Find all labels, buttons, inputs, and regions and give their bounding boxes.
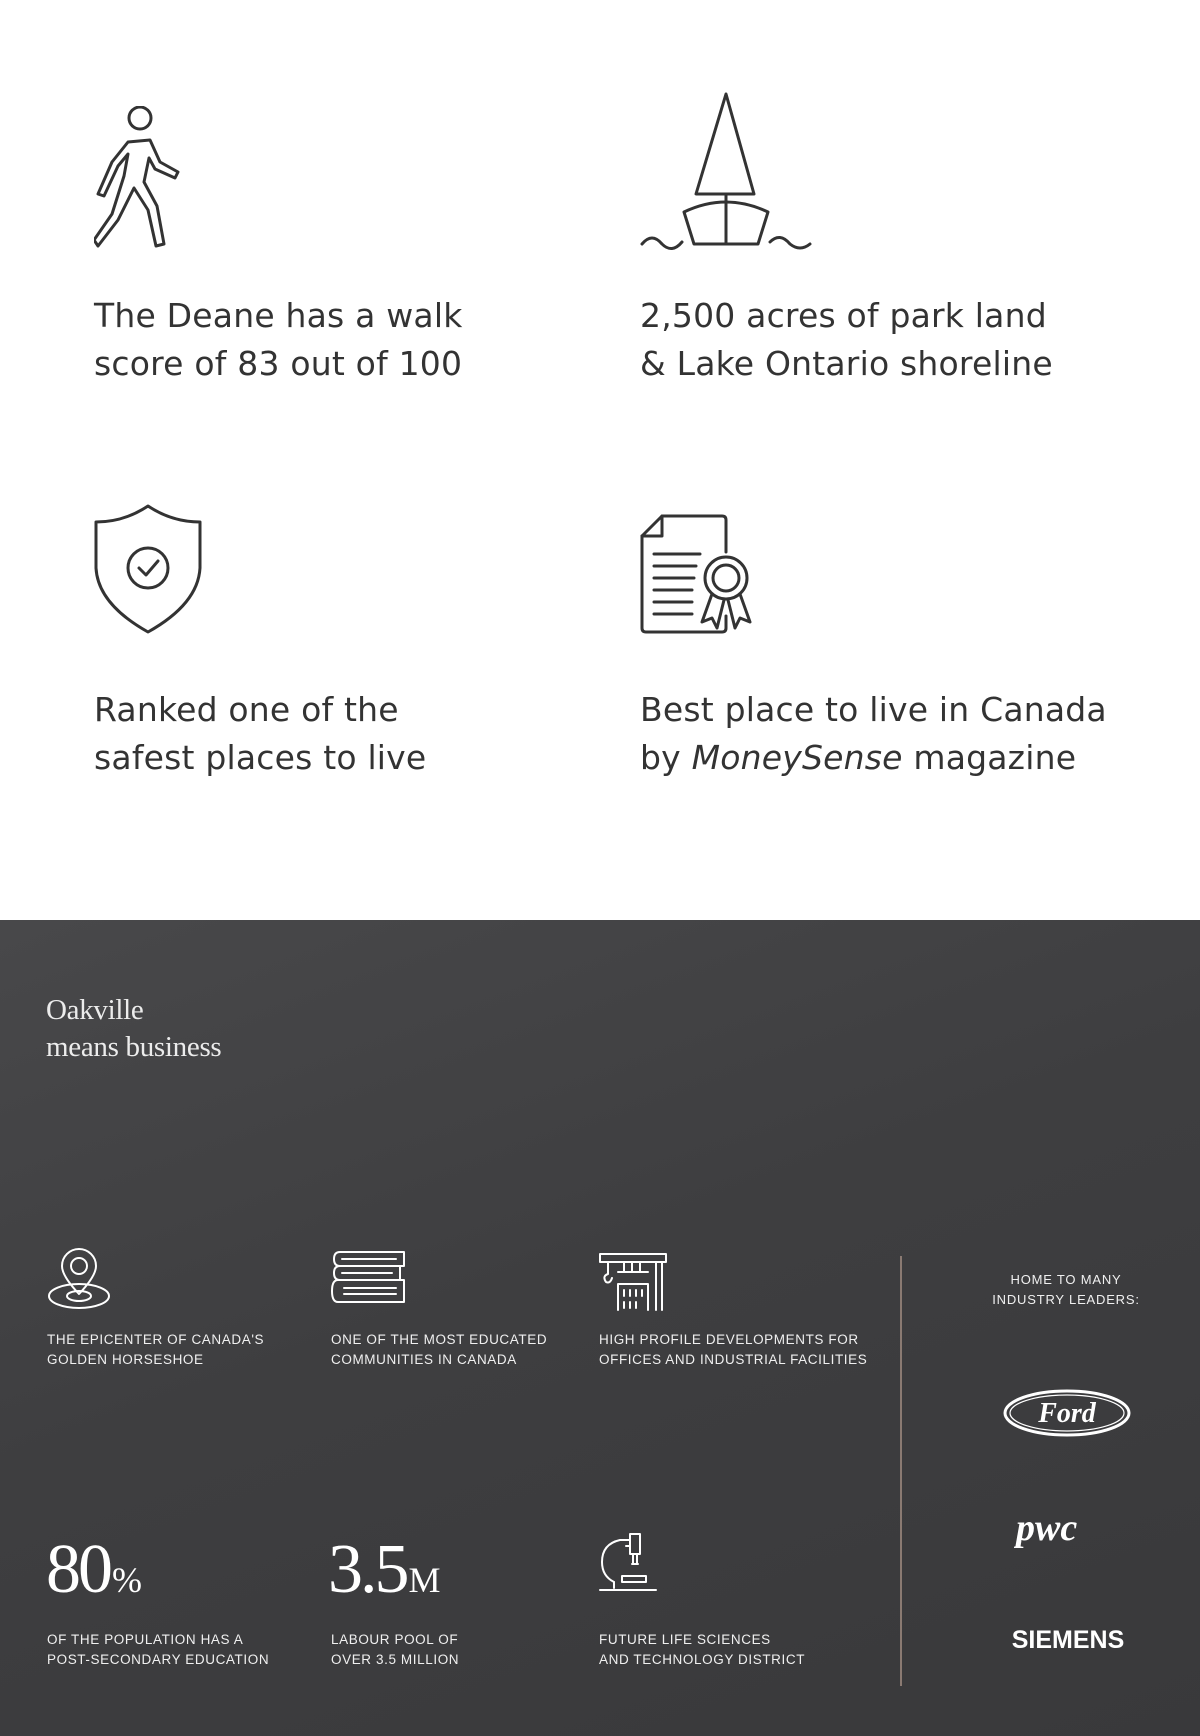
stat-labour-pool-number: 3.5M (328, 1531, 441, 1608)
stat-post-secondary-caption: OF THE POPULATION HAS A POST-SECONDARY EDUCATION (47, 1632, 270, 1667)
stat-life-sciences-caption: FUTURE LIFE SCIENCES AND TECHNOLOGY DISTRICT (599, 1632, 806, 1667)
siemens-logo (1000, 1620, 1136, 1660)
feature-park-land-text: 2,500 acres of park land & Lake Ontario shoreline (640, 296, 1053, 383)
stat-epicenter (46, 1246, 265, 1367)
stat-developments (598, 1252, 868, 1367)
section-divider (900, 1256, 902, 1686)
stat-post-secondary-number: 80% (46, 1531, 142, 1608)
microscope-icon (598, 1532, 658, 1594)
sailboat-icon (640, 92, 812, 252)
certificate-award-icon (640, 514, 752, 636)
stat-education-community-caption: ONE OF THE MOST EDUCATED COMMUNITIES IN CANADA (331, 1332, 548, 1367)
location-pin-icon (46, 1246, 112, 1312)
stat-developments-caption: HIGH PROFILE DEVELOPMENTS FOR OFFICES AND INDUSTRIAL FACILITIES (599, 1332, 868, 1367)
books-icon (330, 1250, 406, 1306)
stat-life-sciences (598, 1532, 806, 1667)
shield-check-icon (94, 504, 202, 634)
business-section (0, 920, 1200, 1736)
stat-labour-pool-caption: LABOUR POOL OF OVER 3.5 MILLION (331, 1632, 460, 1667)
business-heading: Oakville means business (46, 994, 222, 1063)
siemens-logo-text: SIEMENS (1011, 1626, 1125, 1654)
pwc-logo (1014, 1506, 1114, 1556)
walking-person-icon (94, 106, 194, 250)
stat-epicenter-caption: THE EPICENTER OF CANADA'S GOLDEN HORSESHOE (47, 1332, 265, 1367)
construction-crane-icon (598, 1252, 668, 1312)
feature-walk-score-text: The Deane has a walk score of 83 out of 100 (94, 296, 463, 383)
ford-logo (1002, 1388, 1132, 1442)
feature-best-place-text: Best place to live in Canada by MoneySense magazine (640, 686, 1200, 782)
ford-logo-text: Ford (1038, 1398, 1096, 1429)
stat-education-community (330, 1250, 548, 1367)
industry-leaders-label: HOME TO MANY INDUSTRY LEADERS: (992, 1272, 1140, 1307)
feature-safety-text: Ranked one of the safest places to live (94, 690, 427, 777)
feature-best-place-line2: by MoneySense magazine (640, 738, 1077, 777)
pwc-logo-text: pwc (1016, 1507, 1078, 1549)
